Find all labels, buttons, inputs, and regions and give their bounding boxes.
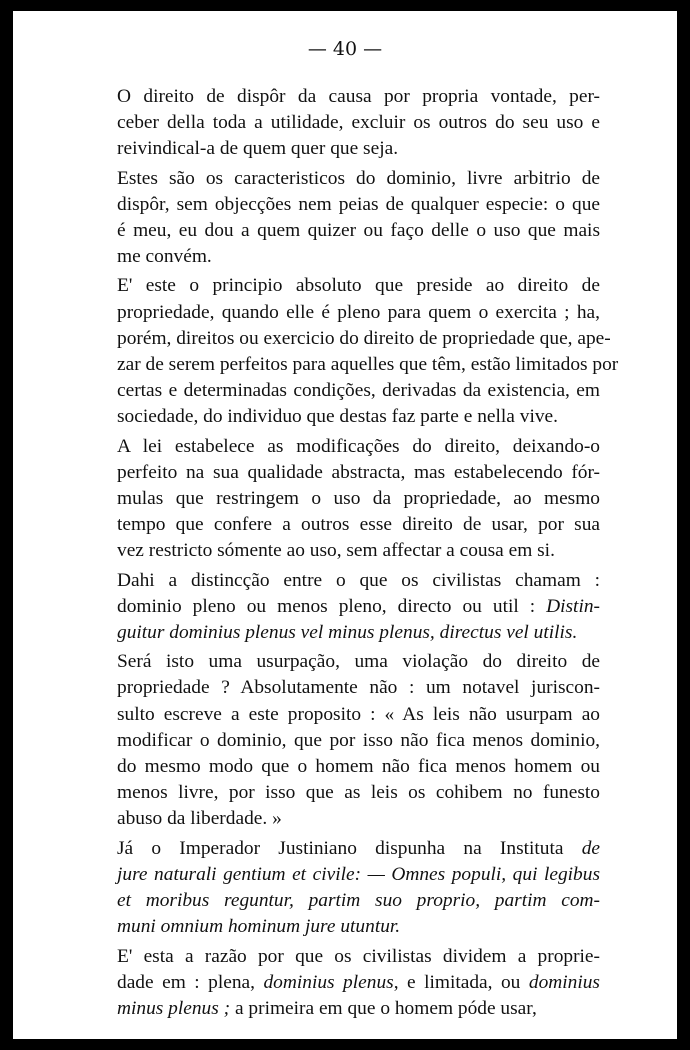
text-segment: , e limitada, ou	[393, 971, 529, 993]
text-line	[77, 970, 600, 996]
text-line: menos livre, por isso que as leis os cohibem no funesto	[117, 782, 600, 804]
text-line: E' este o principio absoluto que preside ao direito de	[117, 275, 600, 297]
text-line: A lei estabelece as modificações do direito, deixando-o	[117, 435, 600, 457]
page-number: — 40 —	[307, 38, 383, 60]
latin-text: et moribus reguntur, partim suo proprio, partim com-	[117, 890, 600, 912]
text-line: é meu, eu dou a quem quizer ou faço delle o uso que mais	[117, 220, 600, 242]
latin-text: jure naturali gentium et civile: — Omnes populi, qui legibus	[117, 863, 600, 885]
latin-text: dominius	[528, 971, 600, 993]
text-line	[77, 996, 600, 1022]
text-line: Estes são os caracteristicos do dominio, livre arbitrio de	[117, 167, 600, 189]
text-segment: Já o Imperador Justiniano dispunha na Instituta	[117, 837, 582, 859]
paragraph	[77, 166, 600, 271]
text-line	[77, 620, 600, 646]
text-line: sulto escreve a este proposito : « As leis não usurpam ao	[117, 703, 600, 725]
text-line: zar de serem perfeitos para aquelles que têm, estão limitados por	[117, 354, 619, 376]
paragraph	[77, 568, 600, 647]
text-segment: a primeira em que o homem póde usar,	[230, 997, 537, 1019]
text-line: ceber della toda a utilidade, excluir os outros do seu uso e	[117, 112, 600, 134]
text-segment: dade em : plena,	[117, 971, 264, 993]
paragraph	[77, 836, 600, 941]
body-text	[77, 84, 619, 1025]
text-line: modificar o dominio, que por isso não fica menos dominio,	[117, 729, 600, 751]
text-line: E' esta a razão por que os civilistas dividem a proprie-	[117, 945, 600, 967]
latin-text: dominius plenus	[263, 971, 394, 993]
latin-text: de	[581, 837, 600, 859]
text-line	[77, 914, 600, 940]
text-line: sociedade, do individuo que destas faz parte e nella vive.	[117, 406, 558, 428]
text-line: vez restricto sómente ao uso, sem affectar a cousa em si.	[117, 540, 555, 562]
text-line	[77, 888, 600, 914]
paragraph	[77, 273, 619, 430]
text-line: propriedade ? Absolutamente não : um notavel juriscon-	[117, 677, 600, 699]
paragraph	[77, 84, 600, 163]
text-line: tempo que confere a outros esse direito de usar, por sua	[117, 514, 600, 536]
text-line: reivindical-a de quem quer que seja.	[117, 138, 399, 160]
text-line: propriedade, quando elle é pleno para quem o exercita ; ha,	[117, 301, 600, 323]
paragraph	[77, 649, 600, 832]
text-segment: dominio pleno ou menos pleno, directo ou util :	[117, 595, 547, 617]
text-line	[77, 836, 600, 862]
text-line: abuso da liberdade. »	[117, 808, 282, 830]
latin-text: guitur dominius plenus vel minus plenus, directus vel utilis.	[117, 622, 578, 644]
latin-text: muni omnium hominum jure utuntur.	[117, 916, 401, 938]
paragraph	[77, 944, 600, 1023]
text-line: me convém.	[117, 246, 212, 268]
text-line: perfeito na sua qualidade abstracta, mas estabelecendo fór-	[117, 461, 600, 483]
text-line: certas e determinadas condições, derivadas da existencia, em	[117, 380, 600, 402]
text-line: porém, direitos ou exercicio do direito de propriedade que, ape-	[117, 327, 611, 349]
text-line: Será isto uma usurpação, uma violação do direito de	[117, 651, 600, 673]
text-line: dispôr, sem objecções nem peias de qualquer especie: o que	[117, 193, 600, 215]
text-line: O direito de dispôr da causa por propria vontade, per-	[117, 86, 600, 107]
paragraph	[77, 434, 600, 565]
latin-text: Distin-	[546, 595, 600, 617]
latin-text: minus plenus ;	[117, 997, 231, 1019]
text-line: Dahi a distincção entre o que os civilistas chamam :	[117, 569, 600, 591]
text-line	[77, 594, 600, 620]
text-line	[77, 862, 600, 888]
text-line: do mesmo modo que o homem não fica menos homem ou	[117, 756, 600, 778]
text-line: mulas que restringem o uso da propriedade, ao mesmo	[117, 488, 600, 510]
